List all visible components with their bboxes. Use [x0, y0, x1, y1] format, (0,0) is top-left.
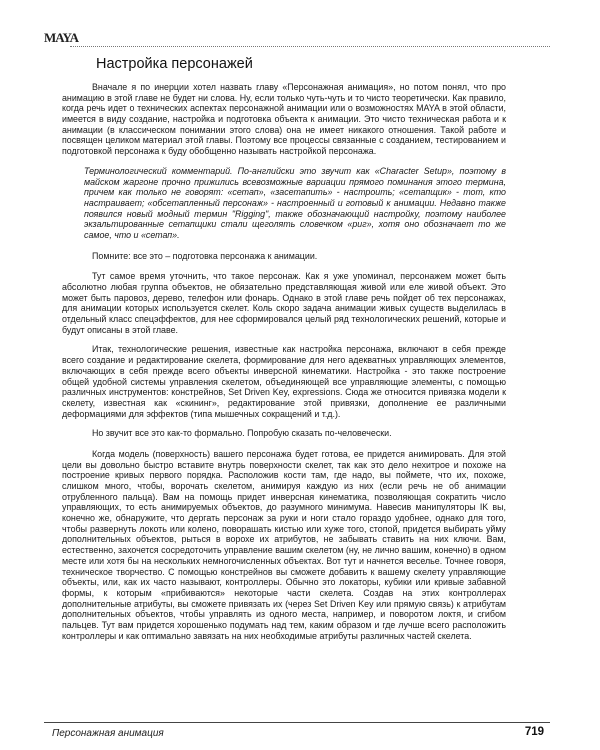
page-body — [62, 82, 506, 650]
paragraph-workflow: Когда модель (поверхность) вашего персонажа будет готова, ее придется анимировать. Для этой цели вы довольно быстро вставите внутрь поверхности скелет, так как это дело нехитрое и похоже на построение кривых первого порядка. Расположив кости там, где надо, вы поймете, что их, похоже, слишком много, чтобы, ворочать скелетом, анимируя каждую из них (если речь не об анимации отрубленного пальца). Вам на помощь придет инверсная кинематика, позволяющая сократить число управляющих, то есть анимируемых объектов, до разумного минимума. Навесив манипуляторы IK вы, конечно же, обнаружите, что дергать персонаж за руки и ноги стало гораздо удобнее, однако для того, чтобы развернуть локоть или колено, поворашать кистью или хуже того, стопой, придется выбирать уйму дополнительных объектов, рыться в ворохе их атрибутов, не забывать ставить на них ключи. Вам, естественно, захочется сосредоточить управление вашим скелетом (ну, не личнo вашим, конечно) в одном месте или хотя бы на нескольких немногочисленных объектах. Вот тут и начнется веселье. Точнее говоря, техническое творчество. С помощью констрейнов вы сможете добавить к вашему скелету управляющие объекты, или, как их часто называют, контроллеры. Обычно это локаторы, кубики или кривые забавной формы, к которым «прибиваются» некоторые части скелета. Создав на этих контроллерах дополнительные атрибуты, вы сможете привязать их (через Set Driven Key или прямую связь) к атрибутам дополнительных объектов, чтобы управлять из одного места, например, и поворотом локтя, и сгибом пальцев. Тут вам придется хорошенько подумать над тем, каким образом и где лучше всего расположить контроллеры и как оптимально завязать на них необходимые атрибуты различных частей скелета. — [62, 448, 506, 641]
page-number: 719 — [524, 726, 544, 738]
page-title: Настройка персонажей — [96, 56, 253, 72]
paragraph-intro: Вначале я по инерции хотел назвать главу «Персонажная анимация», но потом понял, что про анимацию в этой главе не будет ни слова. Ну, если только чуть-чуть и то чисто теоретически. Как правило, когда речь идет о технических аспектах персонажной анимации или о возможностях MAYA в этой области, имеется в виду создание, настройка и подготовка объекта к анимации. Это чисто техническая работа и к анимации (в классическом понимании этого слова) она не имеет никакого отношения. Такой работе и посвящен целиком материал этой главы. Поэтому все процессы связанные с созданием, тестированием и подготовкой персонажа к буду обобщенно называть настройкой персонажа. — [62, 82, 506, 157]
footer-divider — [44, 722, 550, 723]
paragraph-reminder: Помните: все это – подготовка персонажа к анимации. — [92, 250, 318, 261]
footer-section-title: Персонажная анимация — [52, 728, 164, 739]
logo-text: MAYA — [44, 30, 79, 45]
terminology-note: Терминологический комментарий. По-английски это звучит как «Character Setup», поэтому в майском жаргоне прочно прижились всевозможные вариации прямого поминания этого термина, причем как только не говорят: «сетап», «засетапить» - настроить; «сетапщик» - тот, кто настраивает; «обсетапленный персонаж» - настроенный и готовый к анимации. Недавно также появился новый модный термин "Rigging", также обозначающий настройку, поэтому наиболее экзальтированные сетапщики стали щеголять словечком «риг», хотя оно обозначает то же самое, что и «сетап». — [84, 165, 506, 240]
paragraph-transition: Но звучит все это как-то формально. Попробую сказать по-человечески. — [92, 428, 392, 439]
paragraph-setup-solutions: Итак, технологические решения, известные как настройка персонажа, включают в себя прежде всего создание и редактирование скелета, формирование для него адекватных управляющих элементов, включающих в себя прежде всего объекты инверсной кинематики. Настройка - это также построение общей удобной системы управления скелетом, объединяющей все управляющие элементы, с помощью различных инструментов: констрейнов, Set Driven Key, expressions. Сюда же относится привязка модели к скелету, известная как «скининг», редактирование этой привязки, дополнение ее различными деформациями для эффектов (типа мышечных сокращений и т.д.). — [62, 344, 506, 419]
paragraph-character-definition: Тут самое время уточнить, что такое персонаж. Как я уже упоминал, персонажем может быть абсолютно любая группа объектов, не обязательно представляющая живой или еле живой объект. Это может быть паровоз, дерево, телефон или фонарь. Однако в этой главе речь пойдет об тех персонажах, для анимации которых используется скелет. Коль скоро задача анимации живых существ выделилась в отдельный класс спецэффектов, для нее сформировался целый ряд технологических решений, которые и будут описаны в этой главе. — [62, 271, 506, 335]
header-divider — [70, 46, 550, 47]
maya-logo — [44, 30, 78, 46]
